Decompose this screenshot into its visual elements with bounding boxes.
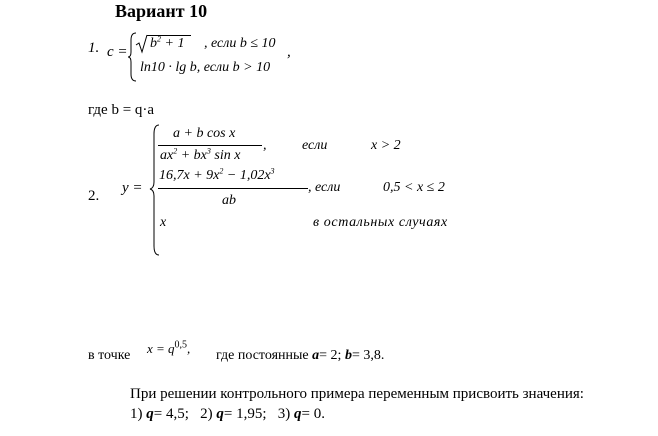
point-expression: $x = q^{0,5}$, [147, 339, 191, 356]
where-b-definition: где b = q·a [88, 102, 155, 118]
formula2-case2-numerator: $16,7x + 9x^2 - 1,02x^3$ [159, 166, 275, 183]
formula1-lhs: c = [107, 44, 128, 60]
formula2-lhs: y = [122, 180, 143, 196]
formula2-case1-denominator: $ax^2 + bx^3$ sin x [160, 146, 241, 163]
formula2-case1-comma: , [263, 138, 267, 153]
instructions-values: 1) q= 4,5; 2) q= 1,95; 3) q= 0. [130, 406, 325, 422]
formula2-brace [150, 124, 160, 256]
point-constants: где постоянные a= 2; b= 3,8. [216, 348, 385, 363]
formula2-case1-word: если [302, 138, 328, 153]
formula2-case2-denominator: ab [222, 193, 236, 208]
point-prefix: в точке [88, 348, 131, 363]
formula2-number: 2. [88, 188, 100, 204]
instructions-line: При решении контрольного примера переменным присвоить значения: [130, 386, 584, 402]
formula2-case3-condition: в остальных случаях [313, 215, 448, 230]
formula2-case2-cond-word: , если [308, 180, 341, 195]
formula1-case1-expr: $b^2 + 1$ [150, 34, 185, 51]
formula1-number: 1. [88, 40, 100, 56]
formula2-case2-fraction-line [158, 188, 308, 189]
formula2-case1-condition: x > 2 [371, 138, 401, 153]
formula2-case3-expr: x [160, 215, 167, 230]
formula1-case2: ln10 · lg b, если b > 10 [140, 60, 271, 75]
formula1-case1-condition: , если b ≤ 10 [204, 36, 276, 51]
formula2-case2-condition: 0,5 < x ≤ 2 [383, 180, 445, 195]
formula1-trailing: , [287, 44, 291, 60]
formula1-sqrt-sign [136, 35, 148, 53]
formula2-case1-numerator: a + b cos x [173, 126, 236, 141]
variant-title: Вариант 10 [115, 1, 208, 21]
